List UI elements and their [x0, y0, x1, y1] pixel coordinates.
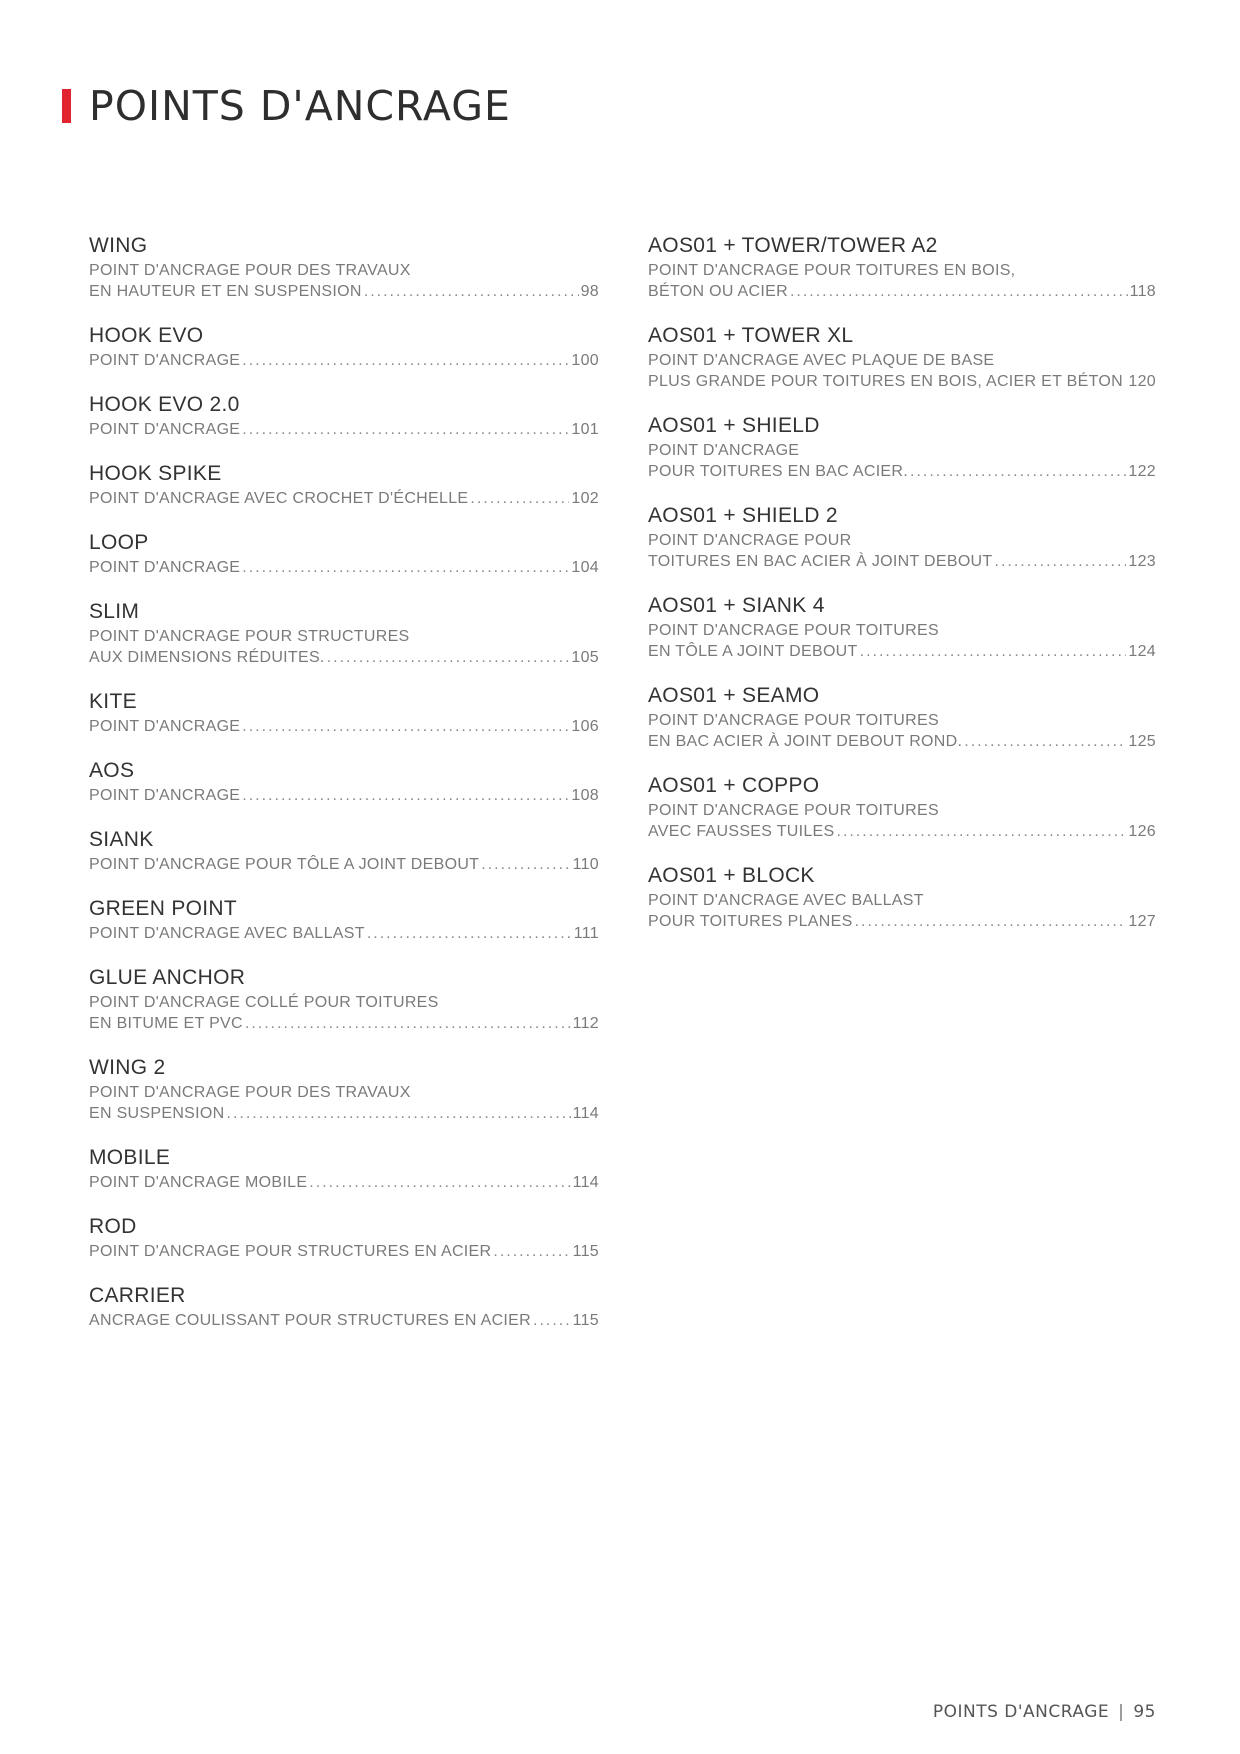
toc-entry-page-number: 115 — [572, 1243, 599, 1260]
toc-entry-description: TOITURES EN BAC ACIER À JOINT DEBOUT — [648, 553, 993, 570]
toc-entry-page-number: 104 — [571, 559, 599, 576]
toc-entry-description: POINT D'ANCRAGE MOBILE — [89, 1174, 308, 1191]
toc-entry-description-line — [648, 620, 1156, 641]
toc-entry-description-line — [89, 1103, 599, 1124]
accent-bar — [62, 89, 71, 123]
toc-entry-description: POINT D'ANCRAGE — [89, 787, 241, 804]
toc-entry-description: POINT D'ANCRAGE POUR TOITURES EN BOIS, — [648, 262, 1016, 279]
toc-entry[interactable] — [89, 688, 599, 737]
toc-entry-description-line — [648, 260, 1156, 281]
dot-leader — [790, 281, 1128, 302]
toc-entry-description-line — [648, 710, 1156, 731]
toc-entry-description: POINT D'ANCRAGE POUR DES TRAVAUX — [89, 262, 411, 279]
toc-entry-page-number: 114 — [572, 1174, 599, 1191]
dot-leader — [481, 854, 570, 875]
toc-entry[interactable] — [89, 391, 599, 440]
toc-entry-page-number: 105 — [571, 649, 599, 666]
toc-entry-description: POUR TOITURES PLANES — [648, 913, 853, 930]
toc-entry-description: POINT D'ANCRAGE — [89, 559, 241, 576]
toc-entry-description: POINT D'ANCRAGE — [89, 421, 241, 438]
toc-entry-page-number: 122 — [1128, 463, 1156, 480]
toc-entry-description-line — [89, 716, 599, 737]
toc-entry-page-number: 110 — [572, 856, 599, 873]
toc-entry-description-line — [89, 281, 599, 302]
toc-entry-description: POINT D'ANCRAGE — [648, 442, 800, 459]
toc-entry[interactable] — [89, 895, 599, 944]
toc-entry-description-line — [89, 1082, 599, 1103]
dot-leader — [309, 1172, 570, 1193]
toc-entry-page-number: 120 — [1128, 373, 1156, 390]
toc-entry-description: POINT D'ANCRAGE POUR TÔLE A JOINT DEBOUT — [89, 856, 480, 873]
toc-entry[interactable] — [89, 1282, 599, 1331]
toc-left-column — [89, 232, 599, 1351]
toc-entry-description-line — [648, 551, 1156, 572]
toc-entry[interactable] — [89, 1054, 599, 1124]
toc-entry-description: POINT D'ANCRAGE COLLÉ POUR TOITURES — [89, 994, 439, 1011]
toc-entry-description-line — [89, 419, 599, 440]
toc-entry-description-line — [89, 260, 599, 281]
toc-entry-description: POINT D'ANCRAGE POUR DES TRAVAUX — [89, 1084, 411, 1101]
footer-section: POINTS D'ANCRAGE — [932, 1702, 1110, 1722]
dot-leader — [837, 821, 1127, 842]
toc-entry-description: BÉTON OU ACIER — [648, 283, 788, 300]
toc-entry-title: ROD — [89, 1215, 137, 1238]
toc-entry-description: POINT D'ANCRAGE POUR TOITURES — [648, 802, 939, 819]
toc-entry[interactable] — [89, 598, 599, 668]
toc-entry[interactable] — [89, 322, 599, 371]
toc-entry-page-number: 108 — [571, 787, 599, 804]
toc-entry[interactable] — [89, 1144, 599, 1193]
toc-entry-page-number: 100 — [571, 352, 599, 369]
toc-right-column — [648, 232, 1156, 952]
toc-entry-description: POINT D'ANCRAGE AVEC CROCHET D'ÉCHELLE — [89, 490, 469, 507]
toc-entry-description: EN BAC ACIER À JOINT DEBOUT ROND. — [648, 733, 963, 750]
dot-leader — [242, 557, 569, 578]
toc-entry-description: POUR TOITURES EN BAC ACIER. — [648, 463, 909, 480]
toc-entry-title: HOOK EVO — [89, 324, 204, 347]
toc-entry-page-number: 127 — [1128, 913, 1156, 930]
toc-entry-title: AOS01 + SHIELD — [648, 414, 820, 437]
toc-entry[interactable] — [648, 862, 1156, 932]
toc-entry-page-number: 126 — [1128, 823, 1156, 840]
dot-leader — [227, 1103, 571, 1124]
toc-entry-description: POINT D'ANCRAGE POUR TOITURES — [648, 622, 939, 639]
footer-separator: | — [1118, 1702, 1125, 1722]
toc-entry-page-number: 101 — [571, 421, 599, 438]
toc-entry-description-line — [89, 854, 599, 875]
toc-entry-page-number: 106 — [571, 718, 599, 735]
toc-entry-description: EN SUSPENSION — [89, 1105, 225, 1122]
toc-entry[interactable] — [89, 232, 599, 302]
dot-leader — [470, 488, 569, 509]
toc-entry-description-line — [648, 461, 1156, 482]
dot-leader — [493, 1241, 570, 1262]
dot-leader — [995, 551, 1127, 572]
toc-entry[interactable] — [648, 322, 1156, 392]
toc-entry-description-line — [648, 440, 1156, 461]
dot-leader — [964, 731, 1126, 752]
toc-entry-description: POINT D'ANCRAGE — [89, 718, 241, 735]
toc-entry-title: CARRIER — [89, 1284, 186, 1307]
dot-leader — [242, 716, 569, 737]
dot-leader — [242, 350, 569, 371]
toc-entry-description: POINT D'ANCRAGE — [89, 352, 241, 369]
toc-entry-description: POINT D'ANCRAGE POUR STRUCTURES — [89, 628, 410, 645]
dot-leader — [242, 419, 569, 440]
toc-entry-description-line — [89, 1172, 599, 1193]
toc-entry-page-number: 125 — [1128, 733, 1156, 750]
toc-entry[interactable] — [89, 826, 599, 875]
toc-entry-title: AOS01 + SHIELD 2 — [648, 504, 838, 527]
toc-entry[interactable] — [648, 682, 1156, 752]
dot-leader — [1125, 371, 1126, 392]
toc-entry-description: POINT D'ANCRAGE AVEC PLAQUE DE BASE — [648, 352, 995, 369]
page-footer — [933, 1702, 1156, 1722]
toc-entry-page-number: 123 — [1128, 553, 1156, 570]
toc-entry[interactable] — [648, 592, 1156, 662]
toc-entry-description-line — [648, 911, 1156, 932]
toc-entry-description-line — [89, 350, 599, 371]
toc-entry-description-line — [648, 350, 1156, 371]
toc-entry[interactable] — [648, 232, 1156, 302]
toc-entry-description: POINT D'ANCRAGE POUR STRUCTURES EN ACIER — [89, 1243, 492, 1260]
toc-entry-title: GLUE ANCHOR — [89, 966, 246, 989]
toc-entry-title: AOS01 + SIANK 4 — [648, 594, 825, 617]
toc-entry-description-line — [89, 647, 599, 668]
toc-entry-title: LOOP — [89, 531, 149, 554]
toc-entry[interactable] — [648, 412, 1156, 482]
toc-entry-description-line — [648, 890, 1156, 911]
toc-entry-title: SLIM — [89, 600, 140, 623]
dot-leader — [910, 461, 1126, 482]
toc-entry-description: ANCRAGE COULISSANT POUR STRUCTURES EN ACIER — [89, 1312, 532, 1329]
toc-entry-title: AOS01 + TOWER XL — [648, 324, 854, 347]
toc-entry-title: KITE — [89, 690, 137, 713]
toc-entry-description: EN TÔLE A JOINT DEBOUT — [648, 643, 858, 660]
dot-leader — [855, 911, 1127, 932]
dot-leader — [367, 923, 572, 944]
dot-leader — [860, 641, 1127, 662]
toc-entry[interactable] — [89, 460, 599, 509]
toc-entry-title: AOS01 + BLOCK — [648, 864, 815, 887]
toc-entry-title: HOOK SPIKE — [89, 462, 222, 485]
toc-entry-description-line — [89, 626, 599, 647]
toc-entry-page-number: 112 — [572, 1015, 599, 1032]
toc-entry[interactable] — [648, 772, 1156, 842]
toc-entry-description-line — [648, 281, 1156, 302]
toc-entry-description-line — [648, 731, 1156, 752]
toc-entry-description-line — [648, 530, 1156, 551]
page-header — [62, 82, 511, 130]
toc-entry-title: AOS01 + SEAMO — [648, 684, 820, 707]
toc-entry-description-line — [89, 1241, 599, 1262]
toc-entry-description-line — [89, 992, 599, 1013]
toc-entry-description-line — [89, 557, 599, 578]
toc-entry[interactable] — [89, 964, 599, 1034]
toc-entry-description: AVEC FAUSSES TUILES — [648, 823, 835, 840]
toc-entry-title: SIANK — [89, 828, 154, 851]
dot-leader — [533, 1310, 571, 1331]
dot-leader — [245, 1013, 571, 1034]
toc-entry-page-number: 118 — [1129, 283, 1156, 300]
toc-entry-description-line — [648, 800, 1156, 821]
toc-entry-title: HOOK EVO 2.0 — [89, 393, 240, 416]
toc-entry-description-line — [89, 923, 599, 944]
toc-entry-page-number: 115 — [572, 1312, 599, 1329]
toc-entry-description-line — [89, 785, 599, 806]
toc-entry-description-line — [89, 488, 599, 509]
toc-entry-description-line — [89, 1013, 599, 1034]
toc-entry-description: POINT D'ANCRAGE AVEC BALLAST — [648, 892, 924, 909]
toc-entry[interactable] — [89, 1213, 599, 1262]
toc-entry-title: AOS01 + TOWER/TOWER A2 — [648, 234, 938, 257]
toc-entry-description: POINT D'ANCRAGE POUR TOITURES — [648, 712, 939, 729]
toc-entry-description-line — [89, 1310, 599, 1331]
toc-entry-page-number: 114 — [572, 1105, 599, 1122]
toc-entry-page-number: 102 — [571, 490, 599, 507]
toc-entry-description-line — [648, 371, 1156, 392]
toc-entry-description: POINT D'ANCRAGE POUR — [648, 532, 852, 549]
toc-entry-title: GREEN POINT — [89, 897, 237, 920]
footer-page-number: 95 — [1133, 1702, 1156, 1722]
toc-entry-description: AUX DIMENSIONS RÉDUITES. — [89, 649, 325, 666]
dot-leader — [242, 785, 569, 806]
toc-entry-page-number: 124 — [1128, 643, 1156, 660]
toc-entry-description: PLUS GRANDE POUR TOITURES EN BOIS, ACIER ET BÉTON — [648, 373, 1123, 390]
toc-entry[interactable] — [89, 529, 599, 578]
toc-entry-description-line — [648, 641, 1156, 662]
toc-entry-description: EN BITUME ET PVC — [89, 1015, 243, 1032]
page-title: POINTS D'ANCRAGE — [89, 82, 511, 130]
toc-entry-title: MOBILE — [89, 1146, 171, 1169]
toc-entry-description: EN HAUTEUR ET EN SUSPENSION — [89, 283, 362, 300]
toc-entry-title: WING — [89, 234, 148, 257]
toc-entry-description-line — [648, 821, 1156, 842]
toc-entry-description: POINT D'ANCRAGE AVEC BALLAST — [89, 925, 365, 942]
toc-entry-page-number: 98 — [580, 283, 599, 300]
dot-leader — [327, 647, 570, 668]
toc-entry-page-number: 111 — [573, 925, 599, 942]
toc-entry-title: AOS01 + COPPO — [648, 774, 820, 797]
dot-leader — [364, 281, 579, 302]
toc-entry-title: AOS — [89, 759, 135, 782]
toc-entry[interactable] — [648, 502, 1156, 572]
toc-entry[interactable] — [89, 757, 599, 806]
toc-entry-title: WING 2 — [89, 1056, 166, 1079]
